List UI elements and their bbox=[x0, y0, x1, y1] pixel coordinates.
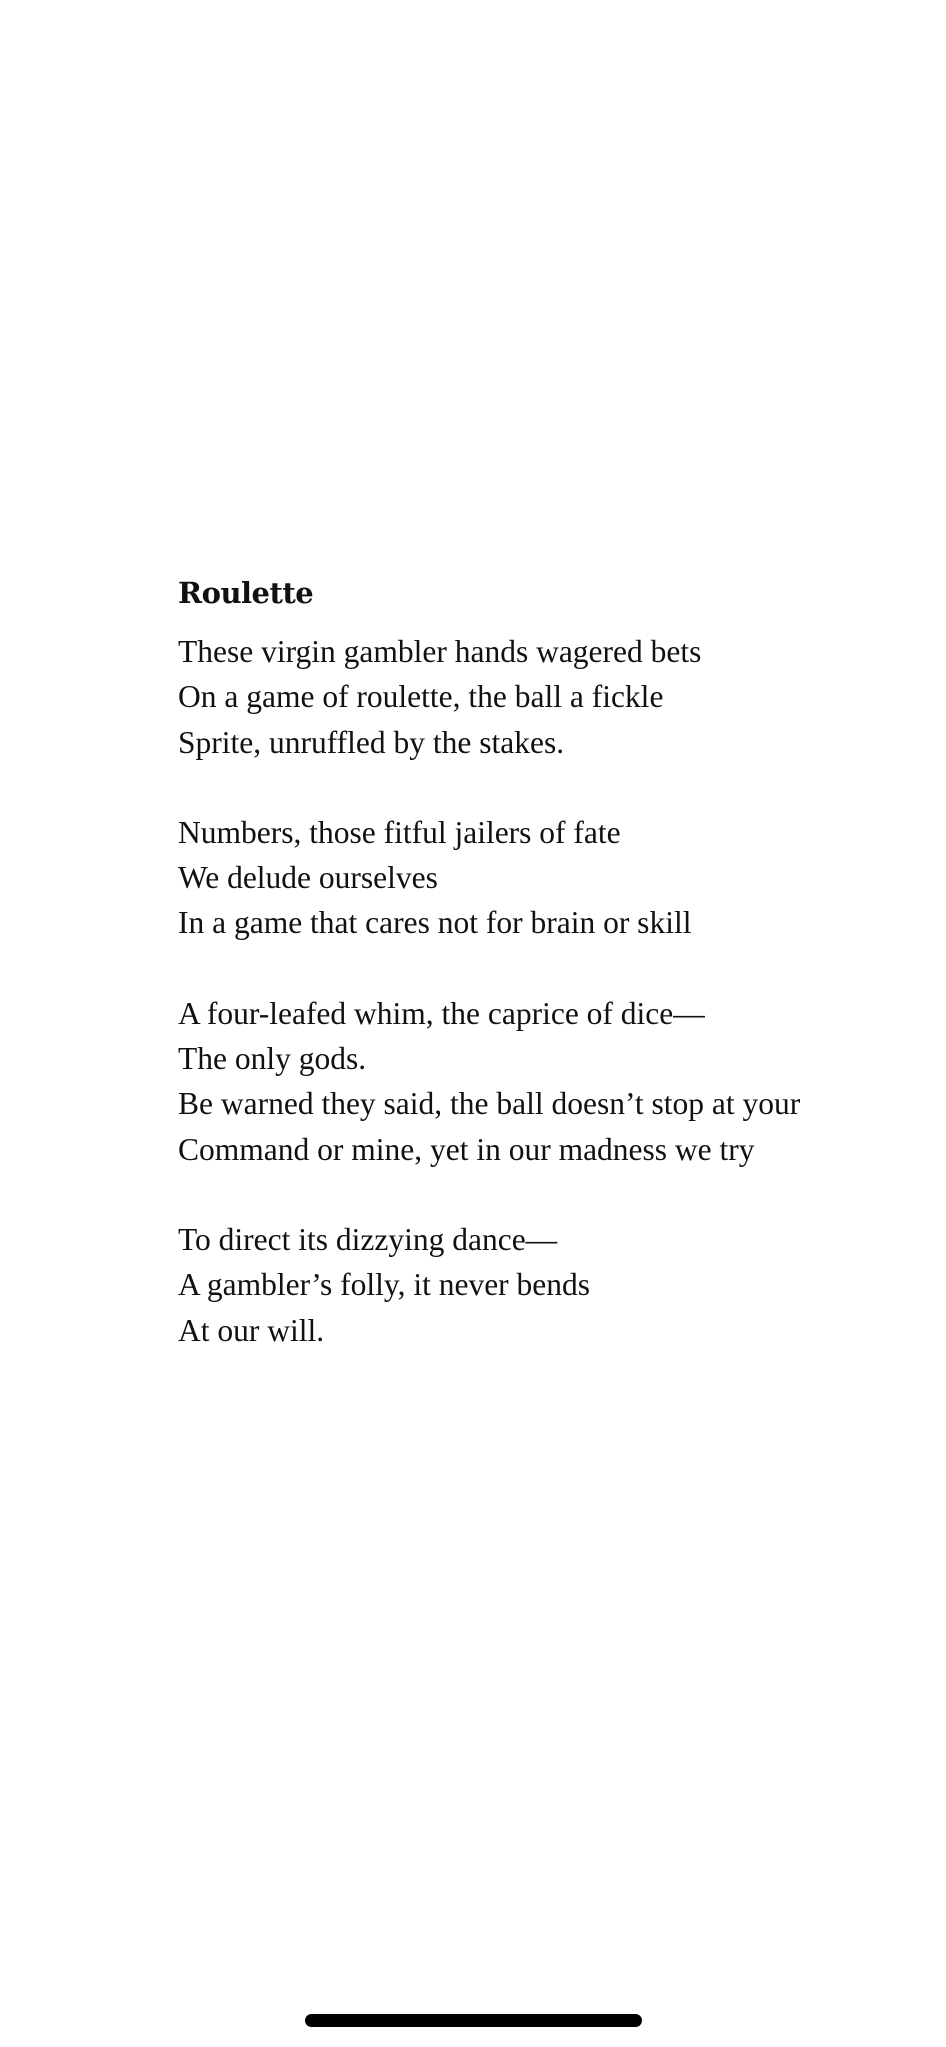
poem bbox=[178, 571, 918, 1398]
poem-line: Command or mine, yet in our madness we try bbox=[178, 1131, 755, 1167]
poem-line: On a game of roulette, the ball a fickle bbox=[178, 679, 664, 715]
stanza-4 bbox=[178, 1217, 918, 1353]
stanza-2 bbox=[178, 810, 918, 946]
poem-line: A gambler’s folly, it never bends bbox=[178, 1267, 591, 1303]
poem-line: Numbers, those fitful jailers of fate bbox=[178, 814, 621, 850]
poem-line: We delude ourselves bbox=[178, 860, 438, 896]
home-indicator[interactable] bbox=[305, 2014, 642, 2027]
poem-line: The only gods. bbox=[178, 1041, 367, 1077]
poem-line: Be warned they said, the ball doesn’t stop at your bbox=[178, 1086, 801, 1122]
poem-line: A four-leafed whim, the caprice of dice— bbox=[178, 995, 705, 1031]
stanza-1 bbox=[178, 629, 918, 765]
poem-line: To direct its dizzying dance— bbox=[178, 1221, 558, 1257]
poem-line: At our will. bbox=[178, 1312, 325, 1348]
poem-line: In a game that cares not for brain or skill bbox=[178, 905, 692, 941]
poem-title: Roulette bbox=[178, 576, 314, 610]
poem-line: Sprite, unruffled by the stakes. bbox=[178, 724, 565, 760]
poem-line: These virgin gambler hands wagered bets bbox=[178, 634, 702, 669]
stanza-3 bbox=[178, 991, 918, 1172]
